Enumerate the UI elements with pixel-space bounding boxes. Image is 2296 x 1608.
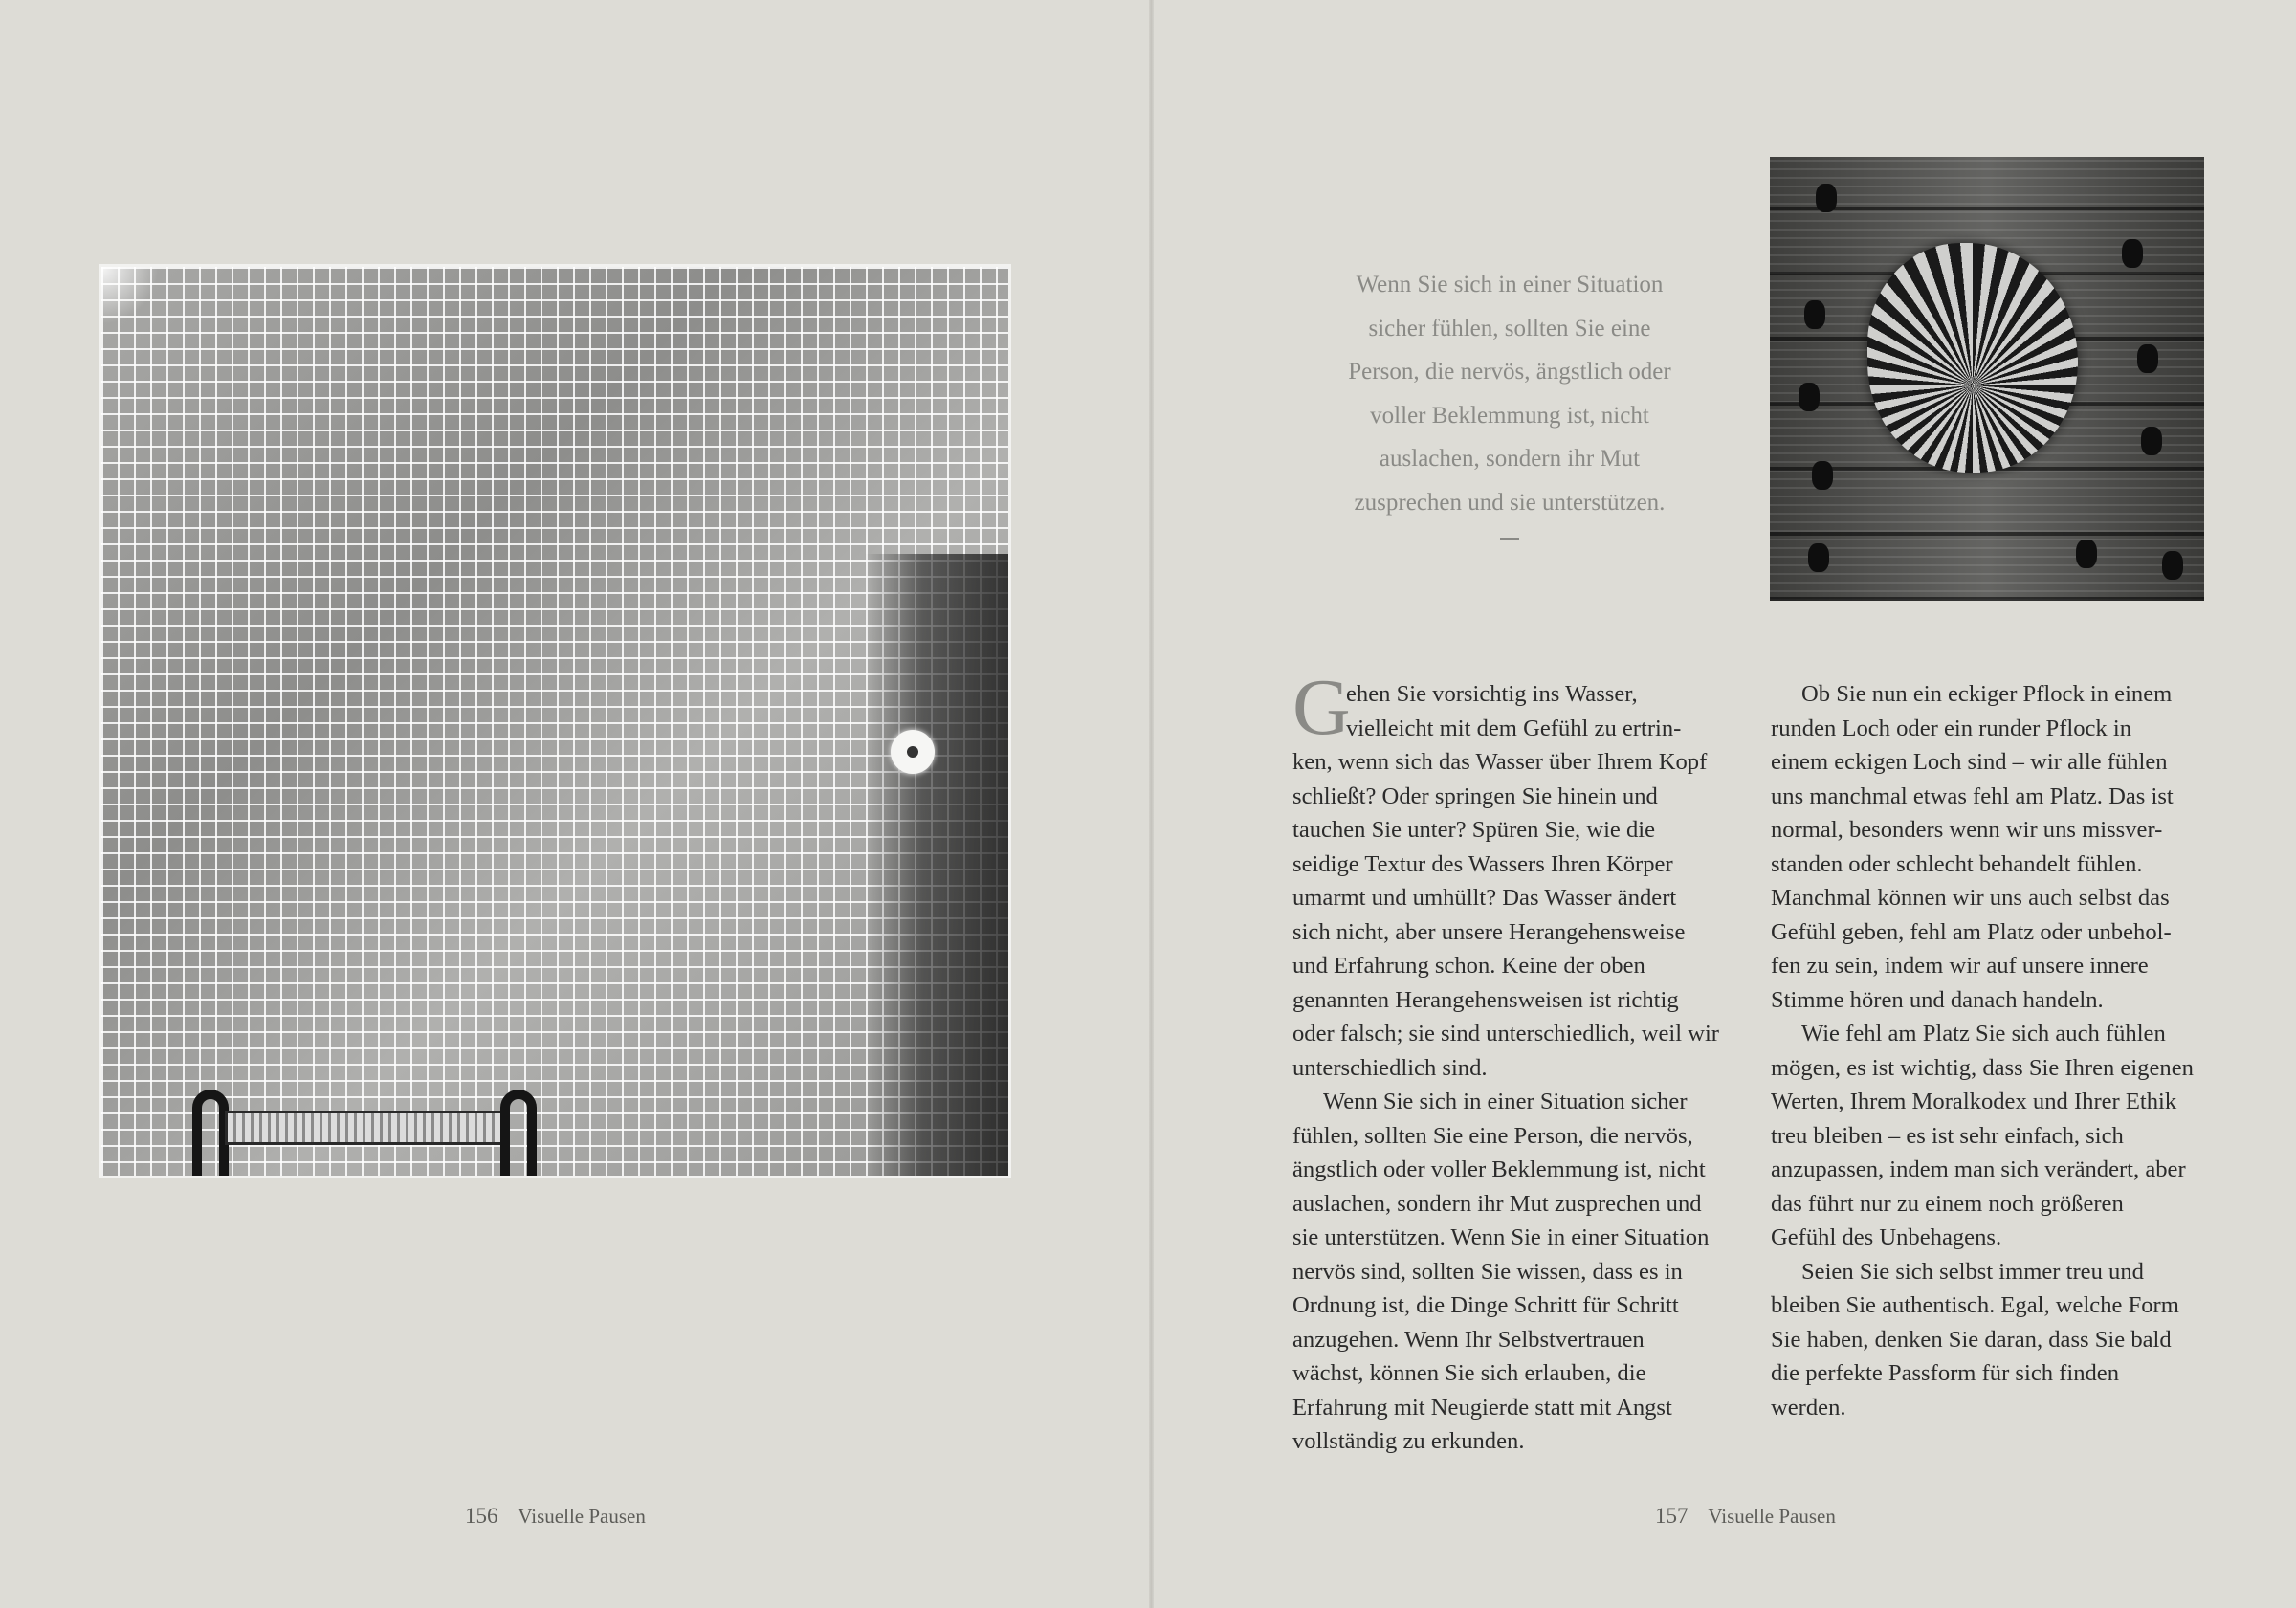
text-line: mögen, es ist wichtig, dass Sie Ihren eigenen bbox=[1771, 1054, 2194, 1081]
drop-cap: G bbox=[1292, 663, 1351, 752]
text-line: bleiben Sie authentisch. Egal, welche Form bbox=[1771, 1292, 2179, 1318]
pull-quote-line: sicher fühlen, sollten Sie eine bbox=[1368, 315, 1651, 341]
text-line: unterschiedlich sind. bbox=[1292, 1054, 1488, 1081]
body-column-1 bbox=[1292, 663, 1733, 1459]
text-line: treu bleiben – es ist sehr einfach, sich bbox=[1771, 1122, 2124, 1149]
text-line: die perfekte Passform für sich finden bbox=[1771, 1360, 2120, 1386]
wood-knot bbox=[1812, 461, 1833, 490]
text-line: sie unterstützen. Wenn Sie in einer Situation bbox=[1292, 1224, 1710, 1250]
wood-knot bbox=[1804, 300, 1825, 329]
text-line: genannten Herangehensweisen ist richtig bbox=[1292, 986, 1679, 1013]
wood-knot bbox=[2076, 540, 2097, 568]
text-line: nervös sind, sollten Sie wissen, dass es in bbox=[1292, 1258, 1683, 1285]
text-line: Ordnung ist, die Dinge Schritt für Schritt bbox=[1292, 1292, 1679, 1318]
text-line: Ob Sie nun ein eckiger Pflock in einem bbox=[1801, 681, 2173, 707]
pool-tiles-photo bbox=[99, 264, 1011, 1178]
text-line: Stimme hören und danach handeln. bbox=[1771, 986, 2104, 1013]
light-reflection bbox=[101, 267, 159, 324]
page-number: 157 bbox=[1655, 1504, 1689, 1528]
text-line: vielleicht mit dem Gefühl zu ertrin- bbox=[1346, 715, 1682, 741]
pool-drain bbox=[891, 730, 935, 774]
wood-knot bbox=[1816, 184, 1837, 212]
text-line: Sie haben, denken Sie daran, dass Sie bald bbox=[1771, 1326, 2172, 1353]
text-line: Werten, Ihrem Moralkodex und Ihrer Ethik bbox=[1771, 1089, 2177, 1114]
pool-ladder bbox=[192, 1090, 537, 1178]
wood-knot bbox=[2162, 551, 2183, 580]
first-paragraph-start bbox=[1292, 663, 1733, 752]
wood-knot bbox=[2122, 239, 2143, 268]
ladder-step bbox=[225, 1111, 504, 1145]
text-line: ehen Sie vorsichtig ins Wasser, bbox=[1346, 681, 1638, 707]
text-line: fen zu sein, indem wir auf unsere innere bbox=[1771, 953, 2149, 979]
text-line: runden Loch oder ein runder Pflock in bbox=[1771, 715, 2131, 741]
pull-quote-line: voller Beklemmung ist, nicht bbox=[1370, 402, 1649, 429]
pull-quote-line: Person, die nervös, ängstlich oder bbox=[1348, 359, 1671, 385]
text-line: uns manchmal etwas fehl am Platz. Das ist bbox=[1771, 782, 2174, 809]
text-line: anzupassen, indem man sich verändert, aber bbox=[1771, 1156, 2186, 1182]
text-line: umarmt und umhüllt? Das Wasser ändert bbox=[1292, 885, 1677, 911]
text-line: standen oder schlecht behandelt fühlen. bbox=[1771, 850, 2143, 877]
folio-left bbox=[465, 1504, 646, 1529]
text-line: tauchen Sie unter? Spüren Sie, wie die bbox=[1292, 817, 1656, 843]
water-shadow bbox=[865, 554, 1008, 1178]
wood-knot bbox=[2137, 344, 2158, 373]
ladder-rail-left bbox=[192, 1090, 229, 1178]
text-line: seidige Textur des Wassers Ihren Körper bbox=[1292, 850, 1673, 877]
running-title: Visuelle Pausen bbox=[1708, 1505, 1836, 1528]
text-line: werden. bbox=[1771, 1394, 1846, 1421]
text-line: sich nicht, aber unsere Herangehensweise bbox=[1292, 918, 1686, 945]
quote-dash-rule bbox=[1500, 538, 1519, 540]
text-line: Seien Sie sich selbst immer treu und bbox=[1801, 1258, 2144, 1285]
folio-right bbox=[1655, 1504, 1836, 1529]
ladder-rail-right bbox=[500, 1090, 537, 1178]
text-line: auslachen, sondern ihr Mut zusprechen und bbox=[1292, 1190, 1702, 1217]
text-line: fühlen, sollten Sie eine Person, die nervös, bbox=[1292, 1122, 1693, 1149]
page-number: 156 bbox=[465, 1504, 498, 1528]
running-title: Visuelle Pausen bbox=[518, 1505, 646, 1528]
text-line: das führt nur zu einem noch größeren bbox=[1771, 1190, 2124, 1217]
pull-quote-line: Wenn Sie sich in einer Situation bbox=[1356, 272, 1664, 297]
pull-quote bbox=[1309, 263, 1711, 524]
text-line: ken, wenn sich das Wasser über Ihrem Kopf bbox=[1292, 749, 1708, 775]
text-line: Manchmal können wir uns auch selbst das bbox=[1771, 885, 2170, 911]
wood-knot bbox=[1799, 383, 1820, 411]
text-line: schließt? Oder springen Sie hinein und bbox=[1292, 782, 1658, 809]
text-line: vollständig zu erkunden. bbox=[1292, 1428, 1525, 1454]
text-line: ängstlich oder voller Beklemmung ist, nicht bbox=[1292, 1156, 1706, 1182]
text-line: wächst, können Sie sich erlauben, die bbox=[1292, 1360, 1646, 1386]
text-line: normal, besonders wenn wir uns missver- bbox=[1771, 817, 2163, 843]
text-line: Wie fehl am Platz Sie sich auch fühlen bbox=[1801, 1021, 2166, 1046]
text-line: einem eckigen Loch sind – wir alle fühlen bbox=[1771, 749, 2168, 775]
text-line: oder falsch; sie sind unterschiedlich, weil wir bbox=[1292, 1021, 1719, 1046]
text-line: anzugehen. Wenn Ihr Selbstvertrauen bbox=[1292, 1326, 1645, 1353]
wood-knot bbox=[1808, 543, 1829, 572]
tree-root-cross-section bbox=[1867, 243, 2078, 473]
text-line: und Erfahrung schon. Keine der oben bbox=[1292, 953, 1645, 979]
pull-quote-line: auslachen, sondern ihr Mut bbox=[1379, 446, 1641, 472]
text-line: Wenn Sie sich in einer Situation sicher bbox=[1323, 1089, 1688, 1114]
text-line: Gefühl des Unbehagens. bbox=[1771, 1224, 2002, 1250]
text-line: Erfahrung mit Neugierde statt mit Angst bbox=[1292, 1394, 1672, 1421]
body-column-2 bbox=[1771, 677, 2211, 1424]
pull-quote-line: zusprechen und sie unterstützen. bbox=[1354, 489, 1666, 516]
wood-root-photo bbox=[1770, 157, 2204, 601]
text-line: Gefühl geben, fehl am Platz oder unbehol- bbox=[1771, 918, 2172, 945]
wood-knot bbox=[2141, 427, 2162, 455]
